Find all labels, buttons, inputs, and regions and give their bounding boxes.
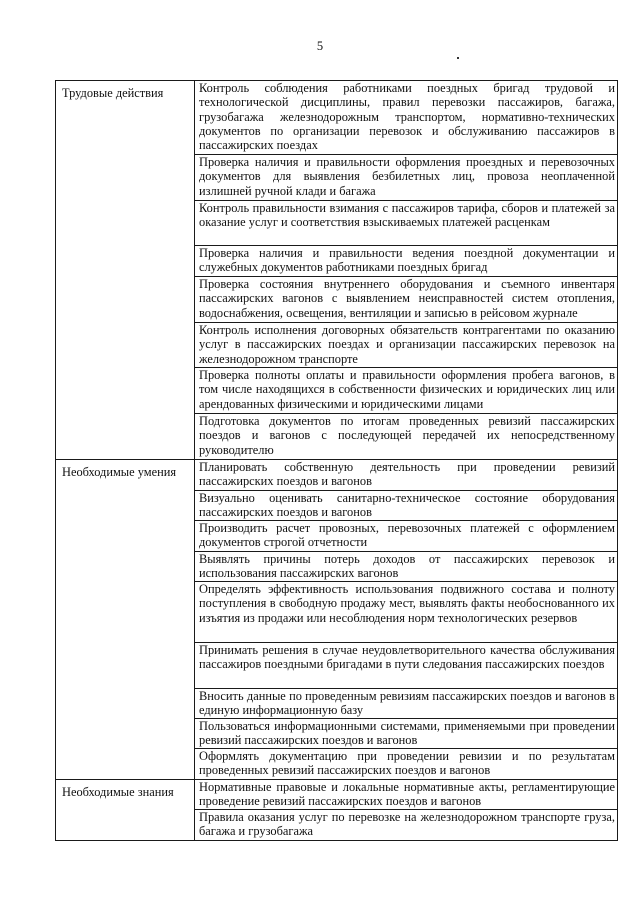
table-row bbox=[56, 780, 618, 810]
table-row bbox=[56, 81, 618, 155]
item-text: Выявлять причины потерь доходов от пассажирских перевозок и использования пассажирских вагонов bbox=[199, 552, 615, 581]
table-cell bbox=[195, 491, 618, 521]
table-cell bbox=[195, 521, 618, 552]
item-text: Проверка наличия и правильности оформления проездных и перевозочных документов для выявления безбилетных лиц, провоза неоплаченной излишней ручной клади и багажа bbox=[199, 155, 615, 198]
requirements-table bbox=[55, 80, 618, 841]
table-cell bbox=[195, 780, 618, 810]
table-cell bbox=[195, 460, 618, 491]
item-text: Принимать решения в случае неудовлетворительного качества обслуживания пассажиров поездными бригадами в пути следования пассажирских поездов bbox=[199, 643, 615, 672]
item-text: Определять эффективность использования подвижного состава и полноту поступления в свободную продажу мест, выявлять факты необоснованного их изъятия из продажи или несоблюдения норм технологических резервов bbox=[199, 582, 615, 625]
table-cell bbox=[195, 323, 618, 368]
table-cell bbox=[195, 368, 618, 414]
table-cell bbox=[195, 201, 618, 246]
item-text: Производить расчет провозных, перевозочных платежей с оформлением документов строгой отчетности bbox=[199, 521, 615, 550]
table-cell bbox=[195, 81, 618, 155]
table-cell bbox=[195, 582, 618, 643]
item-text: Нормативные правовые и локальные нормативные акты, регламентирующие проведение ревизий пассажирских поездов и вагонов bbox=[199, 780, 615, 809]
item-text: Вносить данные по проведенным ревизиям пассажирских поездов и вагонов в единую информационную базу bbox=[199, 689, 615, 718]
category-cell: Необходимые знания bbox=[56, 780, 195, 841]
item-text: Правила оказания услуг по перевозке на железнодорожном транспорте груза, багажа и грузобагажа bbox=[199, 810, 615, 839]
item-text: Проверка состояния внутреннего оборудования и съемного инвентаря пассажирских вагонов с выявлением неисправностей систем отопления, водоснабжения, освещения, вентиляции и записью в рейсовом журнале bbox=[199, 277, 615, 320]
table-cell bbox=[195, 552, 618, 582]
table-cell bbox=[195, 689, 618, 719]
category-cell: Необходимые умения bbox=[56, 460, 195, 780]
item-text: Пользоваться информационными системами, применяемыми при проведении ревизий пассажирских поездов и вагонов bbox=[199, 719, 615, 748]
item-text: Проверка наличия и правильности ведения поездной документации и служебных документов работниками поездных бригад bbox=[199, 246, 615, 275]
scan-speck bbox=[457, 57, 459, 59]
table-row bbox=[56, 460, 618, 491]
item-text: Контроль исполнения договорных обязательств контрагентами по оказанию услуг в пассажирских поездах и организации пассажирских перевозок на железнодорожном транспорте bbox=[199, 323, 615, 366]
page-number: 5 bbox=[316, 39, 324, 53]
item-text: Контроль соблюдения работниками поездных бригад трудовой и технологической дисциплины, правил перевозки пассажиров, багажа, грузобагажа железнодорожным транспортом, нормативно-технических документов по организации перевозок и обслуживанию пассажиров в пассажирских поездах bbox=[199, 81, 615, 153]
category-cell: Трудовые действия bbox=[56, 81, 195, 460]
table-cell bbox=[195, 277, 618, 323]
item-text: Планировать собственную деятельность при проведении ревизий пассажирских поездов и вагонов bbox=[199, 460, 615, 489]
table-cell bbox=[195, 643, 618, 689]
table-cell bbox=[195, 719, 618, 749]
item-text: Оформлять документацию при проведении ревизии и по результатам проведенных ревизий пассажирских поездов и вагонов bbox=[199, 749, 615, 778]
table-cell bbox=[195, 414, 618, 460]
table-cell bbox=[195, 246, 618, 277]
table-cell bbox=[195, 810, 618, 841]
table-cell bbox=[195, 155, 618, 201]
item-text: Визуально оценивать санитарно-техническое состояние оборудования пассажирских поездов и вагонов bbox=[199, 491, 615, 520]
item-text: Подготовка документов по итогам проведенных ревизий пассажирских поездов и вагонов с последующей передачей их непосредственному руководителю bbox=[199, 414, 615, 457]
item-text: Контроль правильности взимания с пассажиров тарифа, сборов и платежей за оказание услуг и соответствия взыскиваемых платежей расценкам bbox=[199, 201, 615, 230]
table-cell bbox=[195, 749, 618, 780]
item-text: Проверка полноты оплаты и правильности оформления пробега вагонов, в том числе находящихся в собственности физических и юридических лиц или арендованных физическими и юридическими лицами bbox=[199, 368, 615, 411]
